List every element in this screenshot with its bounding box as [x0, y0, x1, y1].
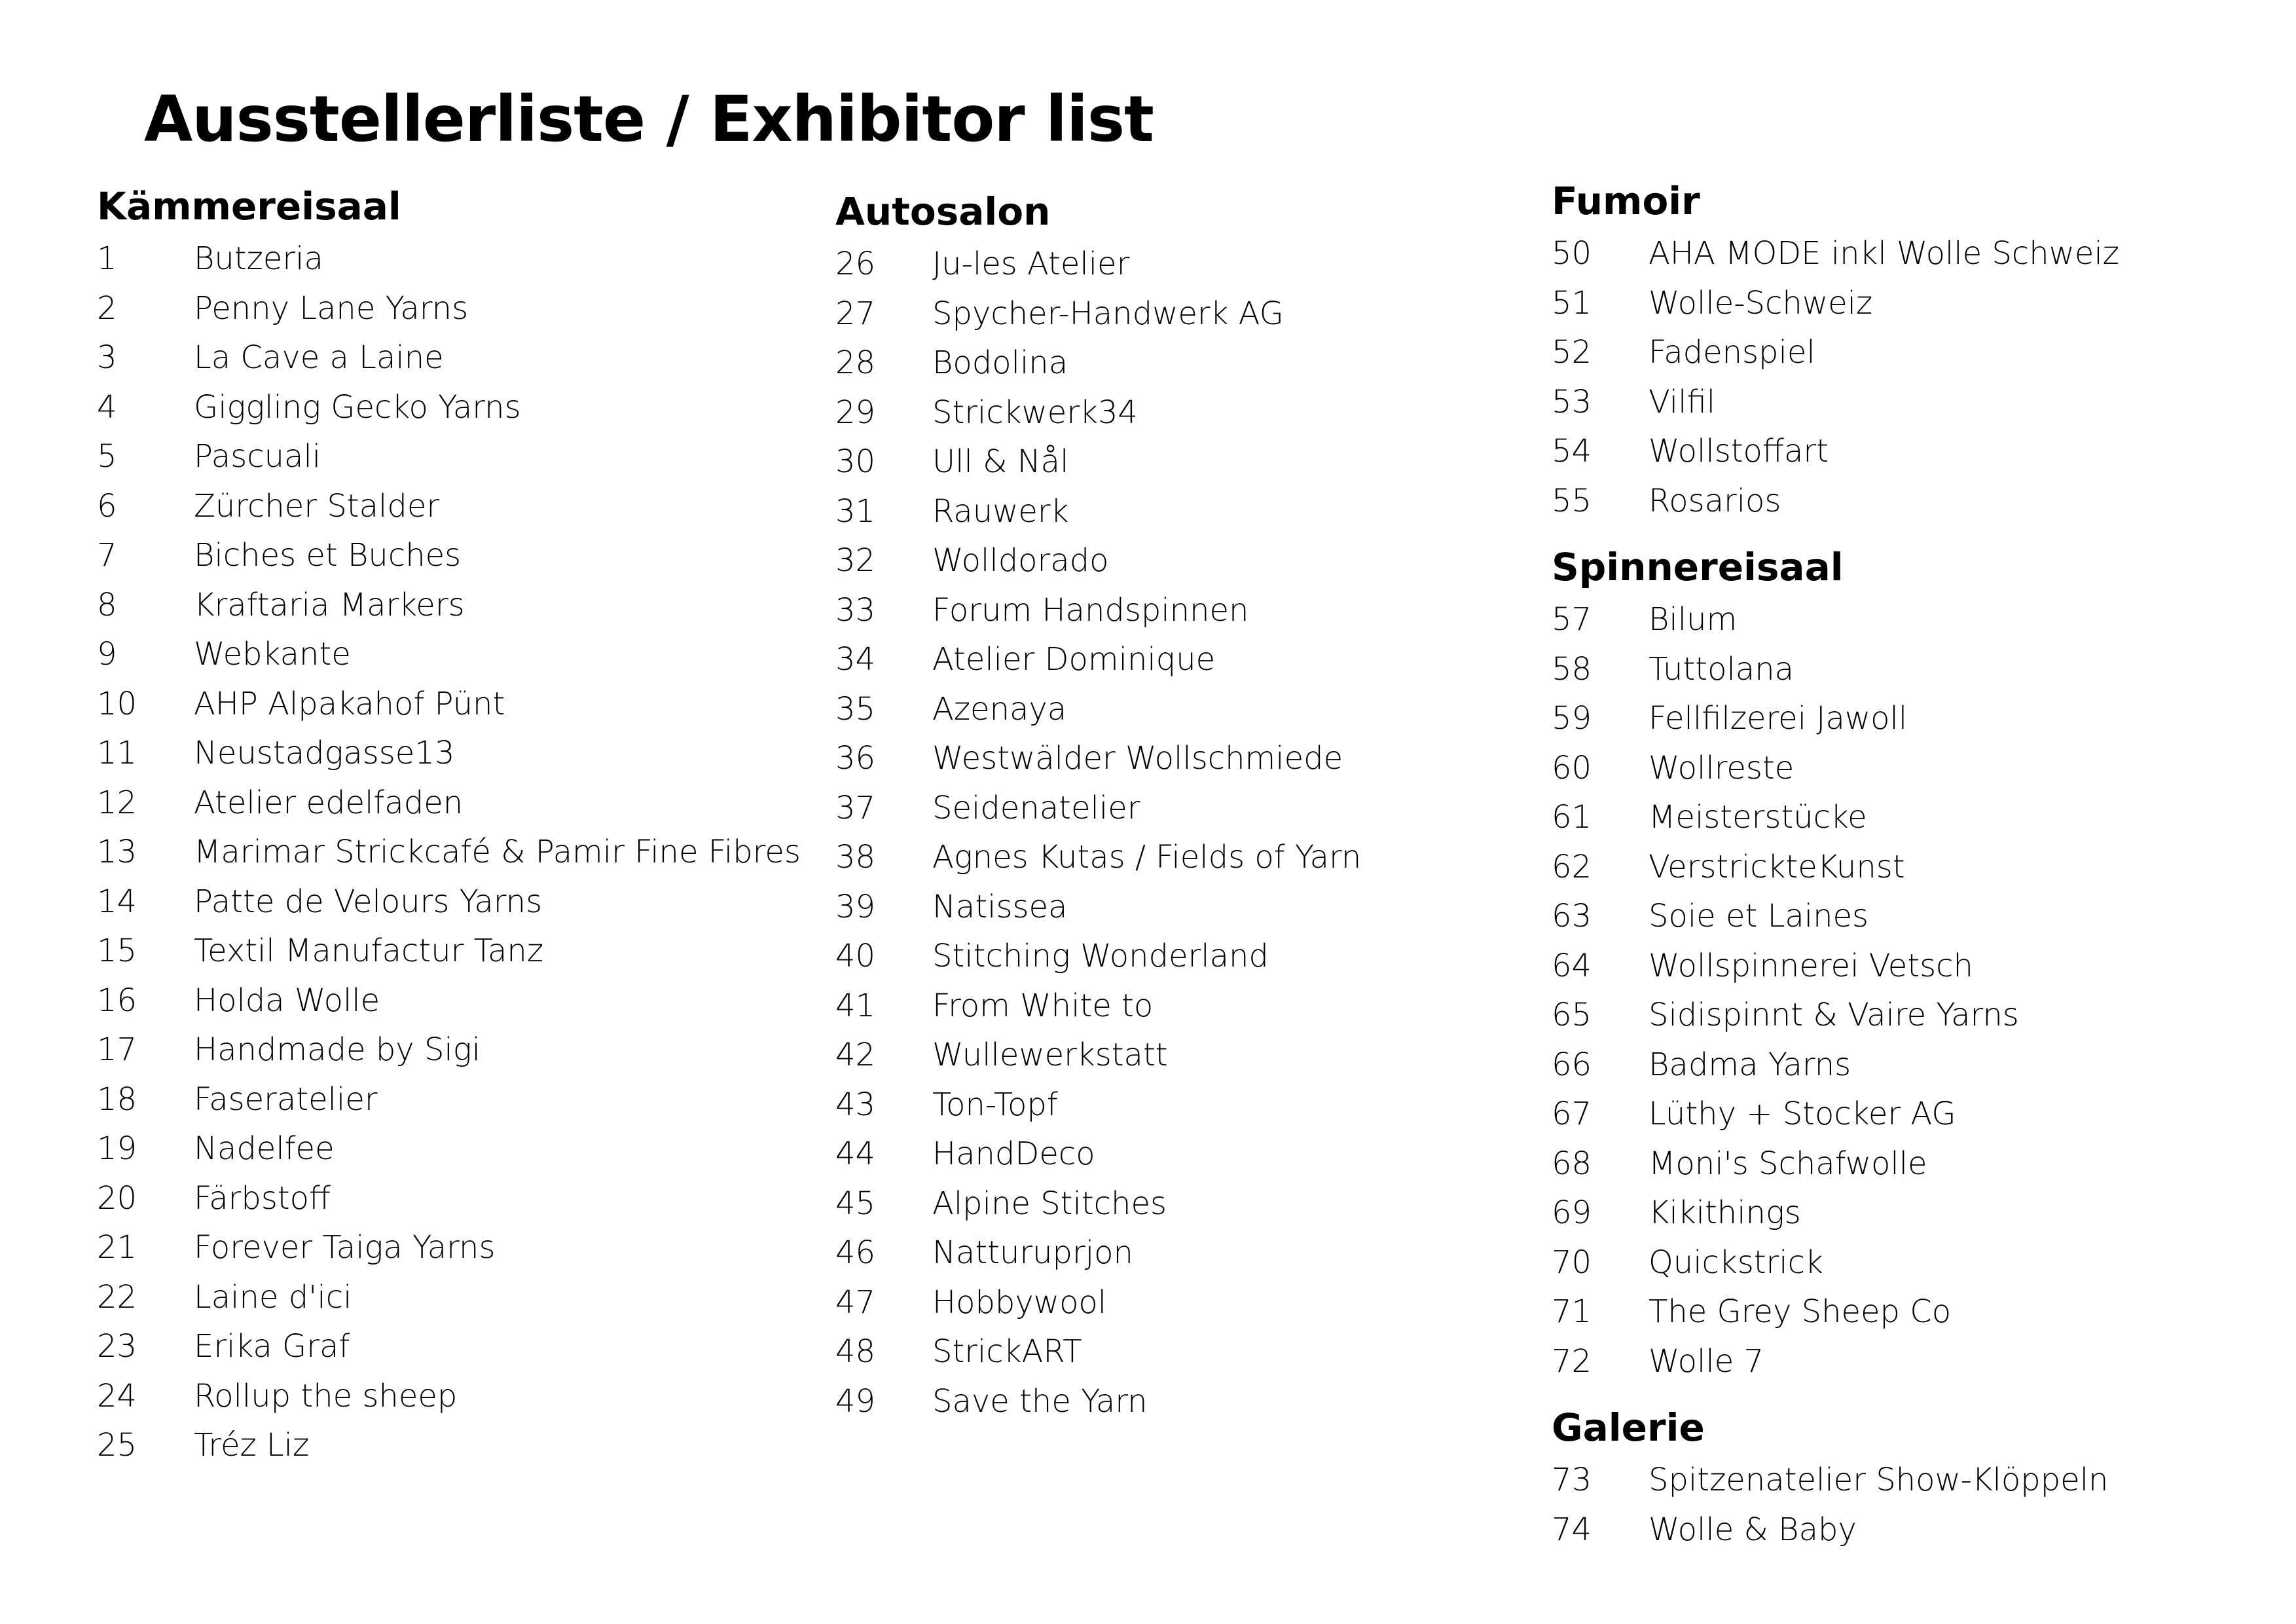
- exhibitor-entry: [835, 289, 1542, 339]
- exhibitor-name: StrickART: [932, 1333, 1082, 1370]
- stand-number: 69: [1552, 1194, 1592, 1231]
- exhibitor-name: Pascuali: [194, 438, 321, 475]
- exhibitor-name: Butzeria: [194, 240, 323, 277]
- exhibitor-name: Hobbywool: [932, 1283, 1107, 1321]
- exhibitor-entry: [835, 1031, 1542, 1080]
- exhibitor-name: From White to: [932, 987, 1154, 1024]
- exhibitor-name: Kikithings: [1649, 1194, 1801, 1231]
- stand-number: 13: [97, 834, 137, 870]
- exhibitor-name: Badma Yarns: [1649, 1046, 1851, 1083]
- exhibitor-entry: [97, 1273, 804, 1323]
- exhibitor-name: Spycher-Handwerk AG: [932, 295, 1284, 332]
- stand-number: 21: [97, 1229, 137, 1266]
- stand-number: 65: [1552, 997, 1592, 1033]
- exhibitor-entry: [97, 1075, 804, 1125]
- exhibitor-name: AHP Alpakahof Pünt: [194, 685, 505, 722]
- exhibitor-entry: [1552, 1505, 2259, 1555]
- exhibitor-name: Tuttolana: [1649, 650, 1795, 688]
- exhibitor-entry: [1552, 229, 2259, 279]
- exhibitor-name: Westwälder Wollschmiede: [932, 740, 1343, 777]
- section-gap: [1552, 526, 2259, 539]
- stand-number: 30: [835, 443, 876, 480]
- stand-number: 51: [1552, 284, 1592, 322]
- exhibitor-entry: [97, 383, 804, 433]
- exhibitor-entry: [97, 1174, 804, 1224]
- exhibitor-entry: [1552, 694, 2259, 744]
- exhibitor-name: Natturuprjon: [932, 1234, 1133, 1271]
- exhibitor-name: Ull & Nål: [932, 443, 1069, 480]
- exhibitor-entry: [97, 1372, 804, 1422]
- stand-number: 34: [835, 641, 876, 678]
- exhibitor-name: Azenaya: [932, 690, 1067, 728]
- exhibitor-name: Sidispinnt & Vaire Yarns: [1649, 997, 2019, 1033]
- exhibitor-list: [835, 240, 1542, 1426]
- exhibitor-entry: [97, 1025, 804, 1075]
- stand-number: 68: [1552, 1145, 1592, 1182]
- exhibitor-entry: [835, 685, 1542, 735]
- exhibitor-name: Stitching Wonderland: [932, 938, 1269, 974]
- exhibitor-entry: [1552, 892, 2259, 942]
- stand-number: 36: [835, 740, 876, 777]
- exhibitor-entry: [835, 1278, 1542, 1328]
- exhibitor-entry: [835, 437, 1542, 487]
- exhibitor-entry: [97, 432, 804, 482]
- exhibitor-name: Fadenspiel: [1649, 334, 1815, 371]
- exhibitor-name: Kraftaria Markers: [194, 586, 465, 623]
- section-heading: Kämmereisaal: [97, 184, 401, 229]
- stand-number: 2: [97, 289, 117, 327]
- exhibitor-entry: [97, 1322, 804, 1372]
- exhibitor-name: Strickwerk34: [932, 394, 1138, 431]
- exhibitor-entry: [97, 234, 804, 284]
- exhibitor-name: Save the Yarn: [932, 1382, 1148, 1420]
- exhibitor-entry: [835, 1327, 1542, 1377]
- section-heading: Fumoir: [1552, 179, 1700, 223]
- stand-number: 46: [835, 1234, 876, 1271]
- stand-number: 35: [835, 690, 876, 728]
- exhibitor-name: Vilfil: [1649, 383, 1716, 420]
- exhibitor-name: Zürcher Stalder: [194, 487, 440, 525]
- exhibitor-entry: [835, 536, 1542, 586]
- exhibitor-entry: [1552, 328, 2259, 378]
- stand-number: 43: [835, 1086, 876, 1123]
- exhibitor-entry: [1552, 942, 2259, 991]
- exhibitor-name: Agnes Kutas / Fields of Yarn: [932, 839, 1362, 876]
- page-title: Ausstellerliste / Exhibitor list: [144, 83, 1154, 156]
- column-middle: [835, 183, 1542, 1426]
- stand-number: 50: [1552, 235, 1592, 272]
- exhibitor-entry: [1552, 595, 2259, 645]
- exhibitor-name: Wollreste: [1649, 749, 1795, 786]
- exhibitor-entry: [97, 927, 804, 976]
- exhibitor-name: Rollup the sheep: [194, 1377, 458, 1414]
- stand-number: 31: [835, 492, 876, 530]
- exhibitor-entry: [97, 779, 804, 828]
- stand-number: 59: [1552, 700, 1592, 737]
- exhibitor-name: Biches et Buches: [194, 537, 462, 574]
- stand-number: 47: [835, 1283, 876, 1321]
- stand-number: 7: [97, 537, 117, 574]
- exhibitor-entry: [835, 1179, 1542, 1229]
- exhibitor-entry: [835, 1130, 1542, 1179]
- exhibitor-name: Nadelfee: [194, 1130, 335, 1167]
- stand-number: 52: [1552, 334, 1592, 371]
- exhibitor-entry: [1552, 1041, 2259, 1090]
- stand-number: 17: [97, 1031, 137, 1068]
- exhibitor-entry: [97, 1421, 804, 1471]
- exhibitor-name: Neustadgasse13: [194, 735, 455, 771]
- stand-number: 26: [835, 246, 876, 282]
- exhibitor-entry: [97, 581, 804, 631]
- exhibitor-name: Atelier edelfaden: [194, 784, 464, 821]
- exhibitor-entry: [835, 734, 1542, 784]
- exhibitor-name: La Cave a Laine: [194, 339, 444, 376]
- exhibitor-entry: [97, 531, 804, 581]
- stand-number: 12: [97, 784, 137, 821]
- exhibitor-entry: [97, 1223, 804, 1273]
- exhibitor-name: Laine d'ici: [194, 1278, 352, 1316]
- section-heading: Autosalon: [835, 189, 1051, 234]
- stand-number: 22: [97, 1278, 137, 1316]
- exhibitor-entry: [97, 877, 804, 927]
- exhibitor-entry: [1552, 1456, 2259, 1505]
- stand-number: 71: [1552, 1293, 1592, 1330]
- stand-number: 70: [1552, 1244, 1592, 1281]
- exhibitor-entry: [1552, 843, 2259, 893]
- stand-number: 37: [835, 789, 876, 826]
- exhibitor-entry: [1552, 1139, 2259, 1189]
- exhibitor-entry: [835, 833, 1542, 883]
- exhibitor-name: Tréz Liz: [194, 1427, 310, 1464]
- exhibitor-list: [1552, 595, 2259, 1386]
- exhibitor-entry: [97, 680, 804, 729]
- stand-number: 57: [1552, 601, 1592, 638]
- stand-number: 8: [97, 586, 117, 623]
- exhibitor-entry: [1552, 477, 2259, 526]
- stand-number: 15: [97, 932, 137, 969]
- exhibitor-entry: [1552, 645, 2259, 695]
- exhibitor-entry: [835, 1080, 1542, 1130]
- stand-number: 1: [97, 240, 117, 277]
- exhibitor-entry: [1552, 427, 2259, 477]
- exhibitor-entry: [835, 932, 1542, 982]
- stand-number: 53: [1552, 383, 1592, 420]
- exhibitor-entry: [835, 982, 1542, 1031]
- stand-number: 55: [1552, 482, 1592, 519]
- stand-number: 72: [1552, 1342, 1592, 1380]
- stand-number: 44: [835, 1135, 876, 1172]
- exhibitor-entry: [97, 284, 804, 334]
- exhibitor-name: Ton-Topf: [932, 1086, 1058, 1123]
- section-heading: Galerie: [1552, 1405, 1705, 1450]
- stand-number: 66: [1552, 1046, 1592, 1083]
- stand-number: 54: [1552, 433, 1592, 470]
- exhibitor-name: Alpine Stitches: [932, 1185, 1167, 1222]
- exhibitor-name: AHA MODE inkl Wolle Schweiz: [1649, 235, 2119, 272]
- section-gap: [1552, 1386, 2259, 1399]
- exhibitor-name: VerstrickteKunst: [1649, 848, 1905, 885]
- stand-number: 16: [97, 982, 137, 1019]
- stand-number: 20: [97, 1179, 137, 1217]
- exhibitor-name: Wolle & Baby: [1649, 1511, 1857, 1548]
- exhibitor-entry: [1552, 1337, 2259, 1387]
- exhibitor-name: Ju-les Atelier: [932, 246, 1130, 282]
- exhibitor-entry: [835, 487, 1542, 537]
- exhibitor-name: Patte de Velours Yarns: [194, 883, 543, 920]
- stand-number: 19: [97, 1130, 137, 1167]
- exhibitor-entry: [835, 586, 1542, 636]
- exhibitor-name: Moni's Schafwolle: [1649, 1145, 1927, 1182]
- exhibitor-entry: [1552, 279, 2259, 329]
- exhibitor-entry: [835, 1228, 1542, 1278]
- stand-number: 4: [97, 388, 117, 426]
- section-heading: Spinnereisaal: [1552, 545, 1844, 589]
- stand-number: 9: [97, 636, 117, 673]
- stand-number: 63: [1552, 898, 1592, 934]
- stand-number: 67: [1552, 1096, 1592, 1132]
- exhibitor-name: Giggling Gecko Yarns: [194, 388, 521, 426]
- exhibitor-entry: [97, 630, 804, 680]
- stand-number: 33: [835, 591, 876, 629]
- exhibitor-name: Spitzenatelier Show-Klöppeln: [1649, 1462, 2109, 1498]
- stand-number: 60: [1552, 749, 1592, 786]
- exhibitor-name: Fellfilzerei Jawoll: [1649, 700, 1908, 737]
- exhibitor-name: HandDeco: [932, 1135, 1095, 1172]
- exhibitor-entry: [97, 333, 804, 383]
- exhibitor-list: [1552, 229, 2259, 526]
- exhibitor-name: Seidenatelier: [932, 789, 1140, 826]
- exhibitor-name: Atelier Dominique: [932, 641, 1216, 678]
- stand-number: 62: [1552, 848, 1592, 885]
- exhibitor-entry: [835, 784, 1542, 834]
- exhibitor-name: Webkante: [194, 636, 351, 673]
- exhibitor-name: Bodolina: [932, 344, 1068, 381]
- exhibitor-name: Meisterstücke: [1649, 799, 1867, 836]
- exhibitor-name: Lüthy + Stocker AG: [1649, 1096, 1956, 1132]
- exhibitor-name: Marimar Strickcafé & Pamir Fine Fibres: [194, 834, 801, 870]
- stand-number: 29: [835, 394, 876, 431]
- stand-number: 64: [1552, 947, 1592, 984]
- exhibitor-name: Soie et Laines: [1649, 898, 1869, 934]
- exhibitor-entry: [1552, 744, 2259, 794]
- exhibitor-name: Wollstoffart: [1649, 433, 1829, 470]
- exhibitor-entry: [835, 240, 1542, 289]
- stand-number: 58: [1552, 650, 1592, 688]
- stand-number: 3: [97, 339, 117, 376]
- stand-number: 24: [97, 1377, 137, 1414]
- exhibitor-entry: [1552, 991, 2259, 1041]
- exhibitor-entry: [97, 729, 804, 779]
- exhibitor-name: Wollspinnerei Vetsch: [1649, 947, 1973, 984]
- exhibitor-name: Erika Graf: [194, 1328, 350, 1365]
- stand-number: 27: [835, 295, 876, 332]
- exhibitor-name: Handmade by Sigi: [194, 1031, 481, 1068]
- exhibitor-entry: [97, 1124, 804, 1174]
- exhibitor-entry: [1552, 1238, 2259, 1288]
- exhibitor-name: Wolle-Schweiz: [1649, 284, 1873, 322]
- exhibitor-name: Forum Handspinnen: [932, 591, 1249, 629]
- exhibitor-name: Wolle 7: [1649, 1342, 1764, 1380]
- exhibitor-name: Quickstrick: [1649, 1244, 1823, 1281]
- stand-number: 25: [97, 1427, 137, 1464]
- exhibitor-name: Wullewerkstatt: [932, 1037, 1168, 1073]
- exhibitor-entry: [97, 828, 804, 877]
- column-left: [97, 178, 804, 1471]
- exhibitor-name: The Grey Sheep Co: [1649, 1293, 1952, 1330]
- exhibitor-name: Wolldorado: [932, 542, 1109, 579]
- stand-number: 61: [1552, 799, 1592, 836]
- exhibitor-name: Rosarios: [1649, 482, 1781, 519]
- exhibitor-entry: [1552, 793, 2259, 843]
- stand-number: 73: [1552, 1462, 1592, 1498]
- exhibitor-name: Färbstoff: [194, 1179, 331, 1217]
- stand-number: 11: [97, 735, 137, 771]
- stand-number: 23: [97, 1328, 137, 1365]
- stand-number: 49: [835, 1382, 876, 1420]
- exhibitor-name: Textil Manufactur Tanz: [194, 932, 544, 969]
- stand-number: 10: [97, 685, 137, 722]
- exhibitor-entry: [1552, 1189, 2259, 1238]
- exhibitor-list: [1552, 1456, 2259, 1555]
- stand-number: 32: [835, 542, 876, 579]
- exhibitor-entry: [835, 635, 1542, 685]
- exhibitor-name: Bilum: [1649, 601, 1738, 638]
- stand-number: 42: [835, 1037, 876, 1073]
- stand-number: 14: [97, 883, 137, 920]
- stand-number: 74: [1552, 1511, 1592, 1548]
- stand-number: 40: [835, 938, 876, 974]
- exhibitor-entry: [97, 976, 804, 1026]
- exhibitor-entry: [1552, 1287, 2259, 1337]
- exhibitor-name: Forever Taiga Yarns: [194, 1229, 496, 1266]
- stand-number: 45: [835, 1185, 876, 1222]
- exhibitor-entry: [97, 482, 804, 532]
- stand-number: 6: [97, 487, 117, 525]
- stand-number: 48: [835, 1333, 876, 1370]
- exhibitor-name: Penny Lane Yarns: [194, 289, 469, 327]
- exhibitor-entry: [835, 883, 1542, 932]
- exhibitor-entry: [835, 339, 1542, 388]
- exhibitor-entry: [1552, 378, 2259, 428]
- exhibitor-name: Holda Wolle: [194, 982, 380, 1019]
- stand-number: 28: [835, 344, 876, 381]
- stand-number: 18: [97, 1080, 137, 1118]
- exhibitor-name: Faseratelier: [194, 1080, 378, 1118]
- stand-number: 39: [835, 888, 876, 925]
- exhibitor-name: Natissea: [932, 888, 1068, 925]
- column-right: [1552, 173, 2259, 1555]
- exhibitor-list: [97, 234, 804, 1471]
- exhibitor-entry: [1552, 1090, 2259, 1139]
- exhibitor-entry: [835, 388, 1542, 438]
- exhibitor-entry: [835, 1377, 1542, 1427]
- exhibitor-name: Rauwerk: [932, 492, 1069, 530]
- stand-number: 41: [835, 987, 876, 1024]
- stand-number: 38: [835, 839, 876, 876]
- stand-number: 5: [97, 438, 117, 475]
